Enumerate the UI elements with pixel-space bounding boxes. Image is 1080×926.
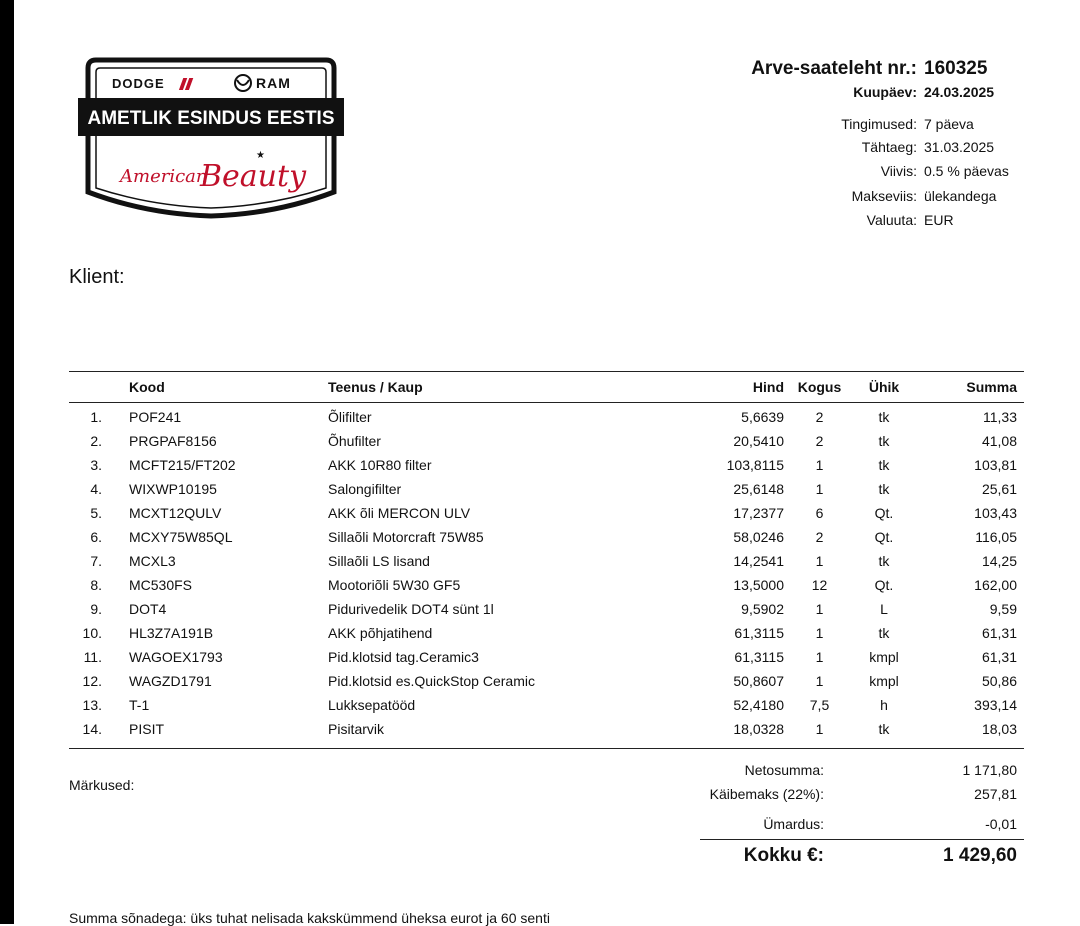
row-number: 8. bbox=[90, 577, 102, 593]
star-icon: ★ bbox=[256, 150, 265, 161]
item-unit: h bbox=[880, 697, 888, 713]
item-qty: 1 bbox=[815, 649, 824, 665]
logo-script-american: American bbox=[120, 166, 208, 187]
invoice-number-label: Arve-saateleht nr.: bbox=[751, 58, 917, 79]
grand-total-label: Kokku €: bbox=[743, 845, 824, 866]
logo-script-beauty: Beauty bbox=[200, 159, 307, 194]
col-name-header: Teenus / Kaup bbox=[328, 379, 423, 395]
penalty-row bbox=[600, 163, 1040, 179]
item-code: MCXL3 bbox=[129, 553, 176, 569]
item-code: PRGPAF8156 bbox=[129, 433, 217, 449]
totals-divider bbox=[700, 839, 1024, 840]
item-unit: Qt. bbox=[874, 505, 894, 521]
item-name: AKK õli MERCON ULV bbox=[328, 505, 471, 521]
item-unit: kmpl bbox=[869, 673, 899, 689]
table-row bbox=[69, 477, 1024, 501]
item-sum: 103,43 bbox=[974, 505, 1017, 521]
row-number: 9. bbox=[90, 601, 102, 617]
item-sum: 41,08 bbox=[981, 433, 1017, 449]
item-code: HL3Z7A191B bbox=[129, 625, 214, 641]
row-number: 12. bbox=[82, 673, 102, 689]
col-price-header: Hind bbox=[752, 379, 784, 395]
item-unit: tk bbox=[878, 721, 890, 737]
row-number: 7. bbox=[90, 553, 102, 569]
table-row bbox=[69, 525, 1024, 549]
row-number: 2. bbox=[90, 433, 102, 449]
item-code: T-1 bbox=[129, 697, 150, 713]
item-unit: tk bbox=[878, 553, 890, 569]
item-price: 18,0328 bbox=[733, 721, 784, 737]
item-qty: 7,5 bbox=[809, 697, 830, 713]
item-sum: 25,61 bbox=[981, 481, 1017, 497]
currency-row bbox=[600, 212, 1040, 228]
rounding-row bbox=[700, 816, 1024, 840]
item-price: 103,8115 bbox=[726, 457, 784, 473]
row-number: 10. bbox=[82, 625, 102, 641]
net-total-label: Netosumma: bbox=[744, 762, 824, 778]
item-name: Pid.klotsid es.QuickStop Ceramic bbox=[328, 673, 535, 689]
dodge-logo-text: DODGE bbox=[112, 76, 165, 91]
item-price: 61,3115 bbox=[734, 649, 784, 665]
item-sum: 103,81 bbox=[974, 457, 1017, 473]
item-price: 14,2541 bbox=[733, 553, 784, 569]
totals-block bbox=[700, 762, 1024, 840]
payment-method-label: Makseviis: bbox=[851, 188, 917, 204]
item-unit: L bbox=[880, 601, 888, 617]
invoice-date-label: Kuupäev: bbox=[853, 84, 917, 100]
item-price: 17,2377 bbox=[733, 505, 784, 521]
item-qty: 1 bbox=[815, 457, 824, 473]
sum-in-words: Summa sõnadega: üks tuhat nelisada kakskümmend üheksa eurot ja 60 senti bbox=[69, 910, 550, 926]
item-price: 61,3115 bbox=[734, 625, 784, 641]
item-unit: Qt. bbox=[874, 529, 894, 545]
item-name: Sillaõli Motorcraft 75W85 bbox=[328, 529, 484, 545]
item-price: 13,5000 bbox=[733, 577, 784, 593]
item-price: 52,4180 bbox=[733, 697, 784, 713]
item-price: 5,6639 bbox=[741, 409, 784, 425]
item-code: MCFT215/FT202 bbox=[129, 457, 236, 473]
net-total-row bbox=[700, 762, 1024, 786]
terms-value: 7 päeva bbox=[924, 116, 974, 132]
dealer-logo bbox=[76, 54, 346, 226]
invoice-date: 24.03.2025 bbox=[924, 84, 995, 100]
table-bottom-rule bbox=[69, 748, 1024, 749]
row-number: 14. bbox=[82, 721, 102, 737]
item-code: DOT4 bbox=[129, 601, 167, 617]
item-sum: 116,05 bbox=[975, 529, 1017, 545]
item-name: Pid.klotsid tag.Ceramic3 bbox=[328, 649, 479, 665]
item-name: Salongifilter bbox=[328, 481, 402, 497]
vat-value: 257,81 bbox=[974, 786, 1017, 802]
item-name: AKK põhjatihend bbox=[328, 625, 433, 641]
item-code: WAGZD1791 bbox=[129, 673, 212, 689]
item-qty: 1 bbox=[815, 601, 824, 617]
item-qty: 1 bbox=[815, 625, 824, 641]
terms-row bbox=[600, 116, 1040, 132]
due-date: 31.03.2025 bbox=[924, 139, 995, 155]
table-row bbox=[69, 501, 1024, 525]
item-code: MCXT12QULV bbox=[129, 505, 222, 521]
table-row bbox=[69, 669, 1024, 693]
table-row bbox=[69, 645, 1024, 669]
item-name: Mootoriõli 5W30 GF5 bbox=[328, 577, 461, 593]
table-row bbox=[69, 405, 1024, 429]
table-row bbox=[69, 573, 1024, 597]
item-price: 20,5410 bbox=[733, 433, 784, 449]
item-name: Sillaõli LS lisand bbox=[328, 553, 430, 569]
item-name: Pidurivedelik DOT4 sünt 1l bbox=[328, 601, 494, 617]
col-unit-header: Ühik bbox=[868, 379, 900, 395]
terms-label: Tingimused: bbox=[841, 116, 917, 132]
item-price: 58,0246 bbox=[733, 529, 784, 545]
item-unit: tk bbox=[878, 457, 890, 473]
table-row bbox=[69, 429, 1024, 453]
item-qty: 2 bbox=[815, 529, 824, 545]
item-name: Lukksepatööd bbox=[328, 697, 416, 713]
col-sum-header: Summa bbox=[966, 379, 1017, 395]
items-table bbox=[69, 371, 1024, 741]
due-date-label: Tähtaeg: bbox=[861, 139, 917, 155]
due-date-row bbox=[600, 139, 1040, 155]
table-row bbox=[69, 621, 1024, 645]
item-qty: 12 bbox=[811, 577, 828, 593]
item-unit: kmpl bbox=[869, 649, 899, 665]
item-qty: 1 bbox=[815, 721, 824, 737]
table-row bbox=[69, 693, 1024, 717]
invoice-title bbox=[600, 58, 1040, 80]
item-name: Õlifilter bbox=[328, 409, 372, 425]
viewer-edge bbox=[0, 0, 14, 924]
row-number: 6. bbox=[90, 529, 102, 545]
item-sum: 61,31 bbox=[981, 649, 1017, 665]
item-name: Õhufilter bbox=[328, 433, 381, 449]
table-row bbox=[69, 549, 1024, 573]
table-row bbox=[69, 717, 1024, 741]
item-code: MCXY75W85QL bbox=[129, 529, 233, 545]
item-code: POF241 bbox=[129, 409, 182, 425]
table-body bbox=[69, 403, 1024, 741]
table-header bbox=[69, 372, 1024, 403]
currency-label: Valuuta: bbox=[866, 212, 917, 228]
item-code: WAGOEX1793 bbox=[129, 649, 223, 665]
item-sum: 11,33 bbox=[983, 409, 1017, 425]
net-total-value: 1 171,80 bbox=[962, 762, 1017, 778]
item-sum: 50,86 bbox=[981, 673, 1017, 689]
penalty-value: 0.5 % päevas bbox=[924, 163, 1009, 179]
row-number: 5. bbox=[90, 505, 102, 521]
item-sum: 14,25 bbox=[981, 553, 1017, 569]
item-qty: 2 bbox=[815, 409, 824, 425]
rounding-label: Ümardus: bbox=[763, 816, 824, 832]
item-price: 50,8607 bbox=[733, 673, 784, 689]
vat-row bbox=[700, 786, 1024, 810]
penalty-label: Viivis: bbox=[880, 163, 917, 179]
item-sum: 18,03 bbox=[981, 721, 1017, 737]
item-price: 25,6148 bbox=[733, 481, 784, 497]
item-sum: 9,59 bbox=[989, 601, 1017, 617]
row-number: 3. bbox=[90, 457, 102, 473]
client-label: Klient: bbox=[69, 266, 125, 288]
item-unit: tk bbox=[878, 625, 890, 641]
item-unit: tk bbox=[878, 481, 890, 497]
item-qty: 2 bbox=[815, 433, 824, 449]
row-number: 11. bbox=[83, 649, 102, 665]
col-code-header: Kood bbox=[129, 379, 165, 395]
vat-label: Käibemaks (22%): bbox=[709, 786, 824, 802]
item-sum: 61,31 bbox=[981, 625, 1017, 641]
item-code: WIXWP10195 bbox=[129, 481, 217, 497]
table-row bbox=[69, 453, 1024, 477]
remarks-label: Märkused: bbox=[69, 777, 135, 793]
col-qty-header: Kogus bbox=[797, 379, 842, 395]
item-qty: 1 bbox=[815, 673, 824, 689]
grand-total-row bbox=[700, 845, 1024, 871]
currency-value: EUR bbox=[924, 212, 954, 228]
rounding-value: -0,01 bbox=[985, 816, 1017, 832]
item-qty: 1 bbox=[815, 481, 824, 497]
item-unit: Qt. bbox=[874, 577, 894, 593]
row-number: 1. bbox=[90, 409, 102, 425]
grand-total-value: 1 429,60 bbox=[943, 845, 1017, 866]
row-number: 4. bbox=[90, 481, 102, 497]
item-sum: 162,00 bbox=[974, 577, 1017, 593]
item-code: MC530FS bbox=[129, 577, 193, 593]
row-number: 13. bbox=[82, 697, 102, 713]
invoice-number: 160325 bbox=[924, 58, 988, 79]
item-unit: tk bbox=[878, 409, 890, 425]
item-qty: 6 bbox=[815, 505, 824, 521]
payment-method-row bbox=[600, 188, 1040, 204]
item-name: Pisitarvik bbox=[328, 721, 385, 737]
item-name: AKK 10R80 filter bbox=[328, 457, 432, 473]
item-qty: 1 bbox=[815, 553, 824, 569]
payment-method: ülekandega bbox=[924, 188, 997, 204]
item-price: 9,5902 bbox=[741, 601, 784, 617]
ram-logo-text: RAM bbox=[256, 75, 291, 91]
item-code: PISIT bbox=[129, 721, 165, 737]
table-row bbox=[69, 597, 1024, 621]
invoice-date-row bbox=[600, 84, 1040, 100]
logo-banner-text: AMETLIK ESINDUS EESTIS bbox=[87, 108, 335, 129]
item-sum: 393,14 bbox=[974, 697, 1017, 713]
item-unit: tk bbox=[878, 433, 890, 449]
